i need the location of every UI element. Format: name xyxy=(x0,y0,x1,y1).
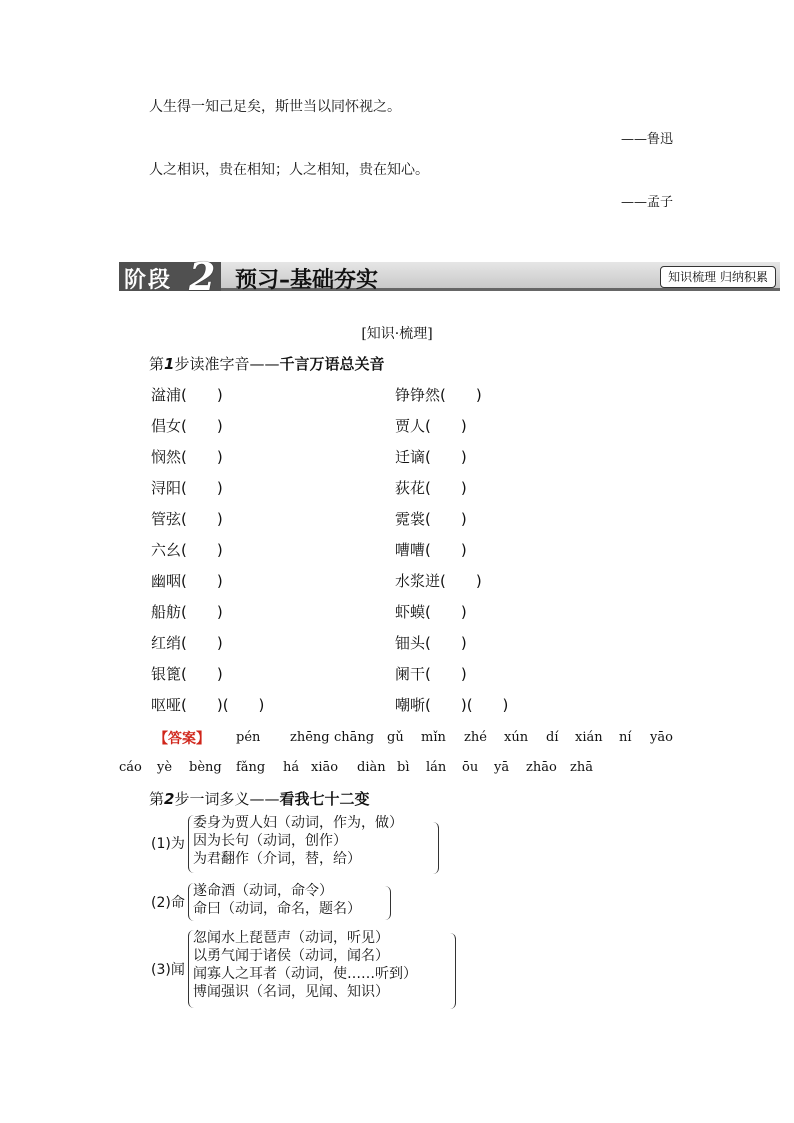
word-item: 红绡( ) xyxy=(151,634,223,652)
pinyin-answer: zhēng xyxy=(290,730,330,745)
pinyin-answer: diàn xyxy=(357,760,386,775)
polysemy-sense-1-1: 委身为贾人妇（动词，作为，做） xyxy=(193,815,403,831)
banner-title: 预习–基础夯实 xyxy=(235,268,379,293)
word-item: 阑干( ) xyxy=(395,665,467,683)
word-item: 霓裳( ) xyxy=(395,510,467,528)
polysemy-sense-2-1: 遂命酒（动词，命令） xyxy=(193,883,333,899)
word-item: 嘲哳( )( ) xyxy=(395,696,509,714)
pinyin-answer: xún xyxy=(504,730,529,745)
word-item: 嘈嘈( ) xyxy=(395,541,467,559)
word-item: 银篦( ) xyxy=(151,665,223,683)
polysemy-sense-3-2: 以勇气闻于诸侯（动词，闻名） xyxy=(193,948,389,964)
polysemy-sense-1-3: 为君翻作（介词，替，给） xyxy=(193,851,361,867)
polysemy-sense-1-2: 因为长句（动词，创作） xyxy=(193,833,347,849)
step2-mid: 步一词多义—— xyxy=(174,790,280,808)
word-item: 贾人( ) xyxy=(395,417,467,435)
pinyin-answer: fǎng xyxy=(236,760,266,775)
word-item: 管弦( ) xyxy=(151,510,223,528)
word-item: 幽咽( ) xyxy=(151,572,223,590)
polysemy-sense-3-1: 忽闻水上琵琶声（动词，听见） xyxy=(193,930,389,946)
quote-2-source: ——孟子 xyxy=(620,195,673,210)
banner-tag: 知识梳理 归纳积累 xyxy=(660,266,776,288)
pinyin-answer: dí xyxy=(546,730,559,745)
brace-right-2 xyxy=(385,886,391,920)
stage-banner xyxy=(119,254,780,299)
word-item: 六幺( ) xyxy=(151,541,223,559)
quote-2: 人之相识，贵在相知；人之相知，贵在知心。 xyxy=(149,162,429,178)
step1-prefix: 第 xyxy=(149,355,165,373)
pinyin-answer: mǐn xyxy=(421,730,446,745)
polysemy-label-2: (2)命 xyxy=(151,895,185,911)
answer-label xyxy=(154,728,210,748)
step2-number: 2 xyxy=(164,790,175,808)
answer-label-text: 【答案】 xyxy=(154,731,210,747)
word-item: 迁谪( ) xyxy=(395,448,467,466)
pinyin-answer: bì xyxy=(397,760,410,775)
pinyin-answer: zhāo xyxy=(526,760,557,775)
pinyin-answer: ní xyxy=(619,730,632,745)
pinyin-answer: zhé xyxy=(464,730,487,745)
word-item: 倡女( ) xyxy=(151,417,223,435)
word-item: 虾蟆( ) xyxy=(395,603,467,621)
step2-heading xyxy=(149,788,369,809)
pinyin-answer: yā xyxy=(494,760,510,775)
pinyin-answer: gǔ xyxy=(387,730,404,745)
pinyin-answer: xiāo xyxy=(311,760,339,775)
word-item: 水浆迸( ) xyxy=(395,572,482,590)
word-item: 船舫( ) xyxy=(151,603,223,621)
word-item: 铮铮然( ) xyxy=(395,386,482,404)
word-item: 湓浦( ) xyxy=(151,386,223,404)
word-item: 荻花( ) xyxy=(395,479,467,497)
step2-bold: 看我七十二变 xyxy=(279,790,370,808)
step1-bold: 千言万语总关音 xyxy=(279,355,385,373)
step1-mid: 步读准字音—— xyxy=(174,355,280,373)
section-title: [知识·梳理] xyxy=(361,326,433,342)
pinyin-answer: yè xyxy=(157,760,173,775)
polysemy-label-1: (1)为 xyxy=(151,836,185,852)
pinyin-answer: ōu xyxy=(462,760,479,775)
pinyin-answer: chāng xyxy=(334,730,375,745)
pinyin-answer: há xyxy=(283,760,300,775)
pinyin-answer: pén xyxy=(236,730,261,745)
quote-1-source: ——鲁迅 xyxy=(620,132,673,147)
pinyin-answer: bèng xyxy=(189,760,222,775)
brace-right-1 xyxy=(433,822,439,874)
pinyin-answer: zhā xyxy=(570,760,593,775)
step2-prefix: 第 xyxy=(149,790,165,808)
polysemy-sense-3-4: 博闻强识（名词，见闻、知识） xyxy=(193,984,389,1000)
stage-label: 阶段 xyxy=(124,268,173,293)
word-item: 悯然( ) xyxy=(151,448,223,466)
stage-number: 2 xyxy=(189,254,216,299)
step1-heading xyxy=(149,353,384,374)
polysemy-sense-2-2: 命曰（动词，命名，题名） xyxy=(193,901,361,917)
brace-right-3 xyxy=(450,933,456,1009)
quote-1: 人生得一知己足矣，斯世当以同怀视之。 xyxy=(149,99,401,115)
word-item: 钿头( ) xyxy=(395,634,467,652)
pinyin-answer: yāo xyxy=(650,730,673,745)
word-item: 呕哑( )( ) xyxy=(151,696,265,714)
pinyin-answer: xián xyxy=(575,730,603,745)
step1-number: 1 xyxy=(164,355,175,373)
pinyin-answer: cáo xyxy=(119,760,142,775)
polysemy-sense-3-3: 闻寡人之耳者（动词，使……听到） xyxy=(193,966,417,982)
pinyin-answer: lán xyxy=(426,760,447,775)
word-item: 浔阳( ) xyxy=(151,479,223,497)
polysemy-label-3: (3)闻 xyxy=(151,962,185,978)
